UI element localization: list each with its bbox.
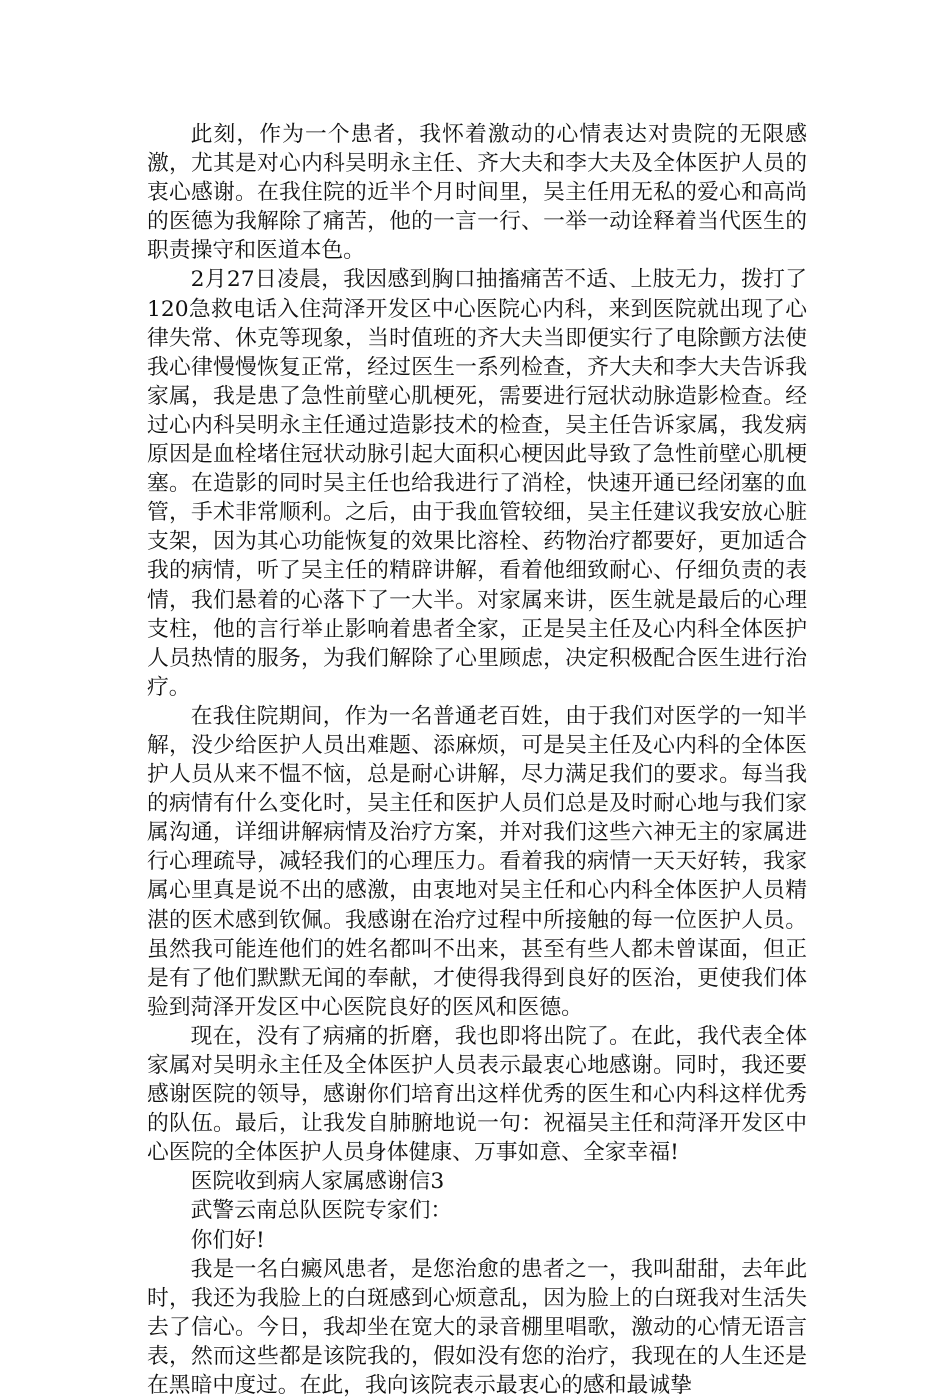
section-title: 医院收到病人家属感谢信3	[190, 1169, 445, 1195]
letter-page	[147, 120, 807, 1400]
paragraph-gratitude-intro: 此刻，作为一个患者，我怀着激动的心情表达对贵院的无限感激，尤其是对心内科吴明永主任、齐大夫和李大夫及全体医护人员的衷心感谢。在我住院的近半个月时间里，吴主任用无私的爱心和高尚的医德为我解除了痛苦，他的一言一行、一举一动诠释着当代医生的职责操守和医道本色。	[147, 122, 807, 264]
paragraph-treatment-account: 2月27日凌晨，我因感到胸口抽搐痛苦不适、上肢无力，拨打了120急救电话入住菏泽开发区中心医院心内科，来到医院就出现了心律失常、休克等现象，当时值班的齐大夫当即便实行了电除颤方法使我心律慢慢恢复正常，经过医生一系列检查，齐大夫和李大夫告诉我家属，我是患了急性前壁心肌梗死，需要进行冠状动脉造影检查。经过心内科吴明永主任通过造影技术的检查，吴主任告诉家属，我发病原因是血栓堵住冠状动脉引起大面积心梗因此导致了急性前壁心肌梗塞。在造影的同时吴主任也给我进行了消栓，快速开通已经闭塞的血管，手术非常顺利。之后，由于我血管较细，吴主任建议我安放心脏支架，因为其心功能恢复的效果比溶栓、药物治疗都要好，更加适合我的病情，听了吴主任的精辟讲解，看着他细致耐心、仔细负责的表情，我们悬着的心落下了一大半。对家属来讲，医生就是最后的心理支柱，他的言行举止影响着患者全家，正是吴主任及心内科全体医护人员热情的服务，为我们解除了心里顾虑，决定积极配合医生进行治疗。	[147, 267, 807, 700]
paragraph-closing-thanks: 现在，没有了病痛的折磨，我也即将出院了。在此，我代表全体家属对吴明永主任及全体医护人员表示最衷心地感谢。同时，我还要感谢医院的领导，感谢你们培育出这样优秀的医生和心内科这样优秀的队伍。最后，让我发自肺腑地说一句：祝福吴主任和菏泽开发区中心医院的全体医护人员身体健康、万事如意、全家幸福!	[147, 1023, 807, 1166]
letter-salutation: 武警云南总队医院专家们：	[190, 1198, 453, 1224]
paragraph-hospital-stay: 在我住院期间，作为一名普通老百姓，由于我们对医学的一知半解，没少给医护人员出难题、添麻烦，可是吴主任及心内科的全体医护人员从来不愠不恼，总是耐心讲解，尽力满足我们的要求。每当我的病情有什么变化时，吴主任和医护人员们总是及时耐心地与我们家属沟通，详细讲解病情及治疗方案，并对我们这些六神无主的家属进行心理疏导，减轻我们的心理压力。看着我的病情一天天好转，我家属心里真是说不出的感激，由衷地对吴主任和心内科全体医护人员精湛的医术感到钦佩。我感谢在治疗过程中所接触的每一位医护人员。虽然我可能连他们的姓名都叫不出来，甚至有些人都未曾谋面，但正是有了他们默默无闻的奉献，才使得我得到良好的医治，更使我们体验到菏泽开发区中心医院良好的医风和医德。	[147, 703, 807, 1020]
letter-greeting: 你们好!	[190, 1227, 265, 1253]
paragraph-patient-letter: 我是一名白癜风患者，是您治愈的患者之一，我叫甜甜，去年此时，我还为我脸上的白斑感到心烦意乱，因为脸上的白斑我对生活失去了信心。今日，我却坐在宽大的录音棚里唱歌，激动的心情无语言表，然而这些都是该院我的，假如没有您的治疗，我现在的人生还是在黑暗中度过。在此，我向该院表示最衷心的感和最诚挚	[147, 1256, 807, 1399]
